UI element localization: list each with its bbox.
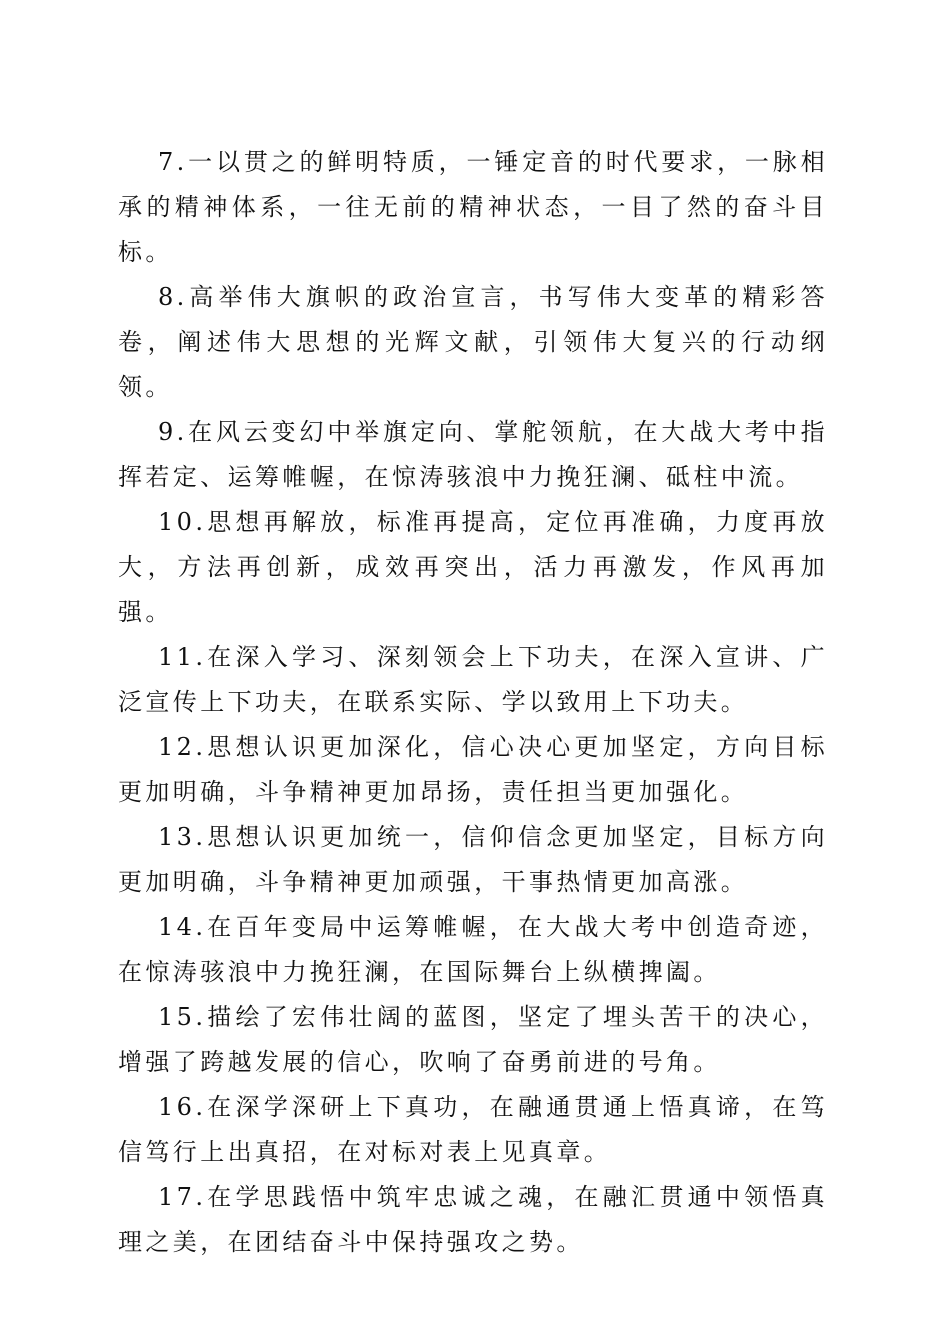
paragraph-12: 12.思想认识更加深化，信心决心更加坚定，方向目标更加明确，斗争精神更加昂扬，责任担当更加强化。 [118,733,828,806]
paragraph-14: 14.在百年变局中运筹帷幄，在大战大考中创造奇迹，在惊涛骇浪中力挽狂澜，在国际舞台上纵横捭阖。 [118,913,828,986]
paragraph-9: 9.在风云变幻中举旗定向、掌舵领航，在大战大考中指挥若定、运筹帷幄，在惊涛骇浪中力挽狂澜、砥柱中流。 [118,418,828,491]
paragraph-10: 10.思想再解放，标准再提高，定位再准确，力度再放大，方法再创新，成效再突出，活力再激发，作风再加强。 [118,508,828,626]
paragraph-11: 11.在深入学习、深刻领会上下功夫，在深入宣讲、广泛宣传上下功夫，在联系实际、学以致用上下功夫。 [118,643,828,716]
paragraph-13: 13.思想认识更加统一，信仰信念更加坚定，目标方向更加明确，斗争精神更加顽强，干事热情更加高涨。 [118,823,828,896]
paragraph-16: 16.在深学深研上下真功，在融通贯通上悟真谛，在笃信笃行上出真招，在对标对表上见真章。 [118,1093,828,1166]
paragraph-17: 17.在学思践悟中筑牢忠诚之魂，在融汇贯通中领悟真理之美，在团结奋斗中保持强攻之势。 [118,1183,828,1256]
paragraph-8: 8.高举伟大旗帜的政治宣言，书写伟大变革的精彩答卷，阐述伟大思想的光辉文献，引领伟大复兴的行动纲领。 [118,283,828,401]
paragraph-15: 15.描绘了宏伟壮阔的蓝图，坚定了埋头苦干的决心，增强了跨越发展的信心，吹响了奋勇前进的号角。 [118,1003,828,1076]
paragraph-7: 7.一以贯之的鲜明特质，一锤定音的时代要求，一脉相承的精神体系，一往无前的精神状态，一目了然的奋斗目标。 [118,148,828,266]
document-body [118,140,828,1265]
